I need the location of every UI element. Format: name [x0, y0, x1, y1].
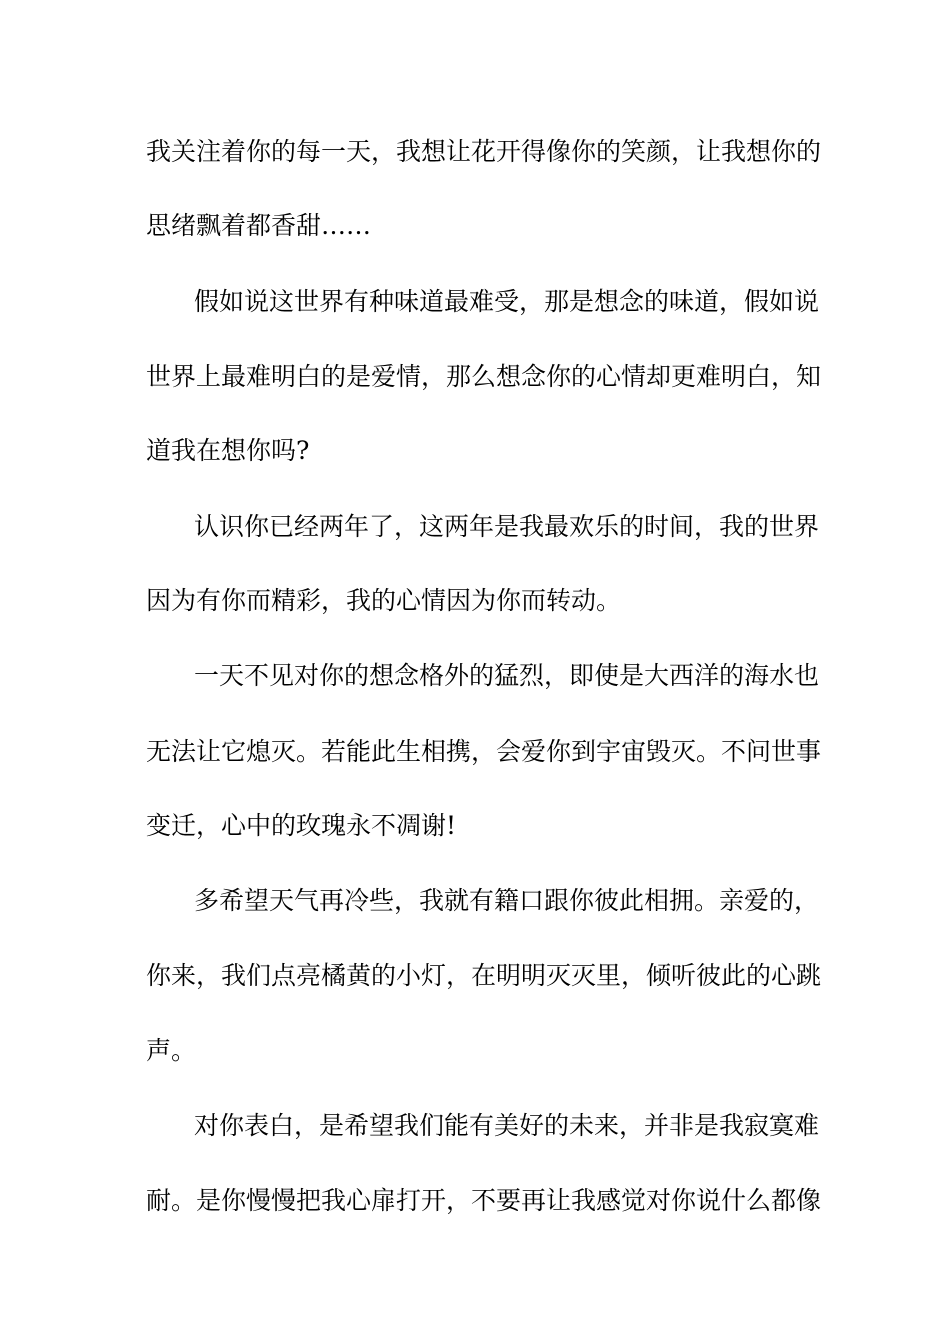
paragraph-6-line-2: 耐。是你慢慢把我心扉打开，不要再让我感觉对你说什么都像 — [146, 1186, 822, 1215]
paragraph-2-line-2: 世界上最难明白的是爱情，那么想念你的心情却更难明白，知 — [146, 362, 822, 391]
paragraph-2-line-3: 道我在想你吗? — [146, 436, 310, 465]
paragraph-5-line-2: 你来，我们点亮橘黄的小灯，在明明灭灭里，倾听彼此的心跳 — [146, 961, 822, 990]
paragraph-3-line-1: 认识你已经两年了，这两年是我最欢乐的时间，我的世界 — [194, 512, 820, 541]
paragraph-3-line-2: 因为有你而精彩，我的心情因为你而转动。 — [146, 586, 622, 615]
paragraph-1-line-1: 我关注着你的每一天，我想让花开得像你的笑颜，让我想你的 — [146, 137, 822, 166]
paragraph-5-line-1: 多希望天气再冷些，我就有籍口跟你彼此相拥。亲爱的， — [194, 886, 820, 915]
paragraph-4-line-3: 变迁，心中的玫瑰永不凋谢! — [146, 811, 457, 840]
paragraph-1-line-2: 思绪飘着都香甜…… — [146, 211, 372, 240]
paragraph-5-line-3: 声。 — [146, 1036, 197, 1065]
paragraph-2-line-1: 假如说这世界有种味道最难受，那是想念的味道，假如说 — [194, 287, 820, 316]
paragraph-4-line-1: 一天不见对你的想念格外的猛烈，即使是大西洋的海水也 — [194, 661, 820, 690]
paragraph-4-line-2: 无法让它熄灭。若能此生相携，会爱你到宇宙毁灭。不问世事 — [146, 737, 822, 766]
paragraph-6-line-1: 对你表白，是希望我们能有美好的未来，并非是我寂寞难 — [194, 1111, 820, 1140]
